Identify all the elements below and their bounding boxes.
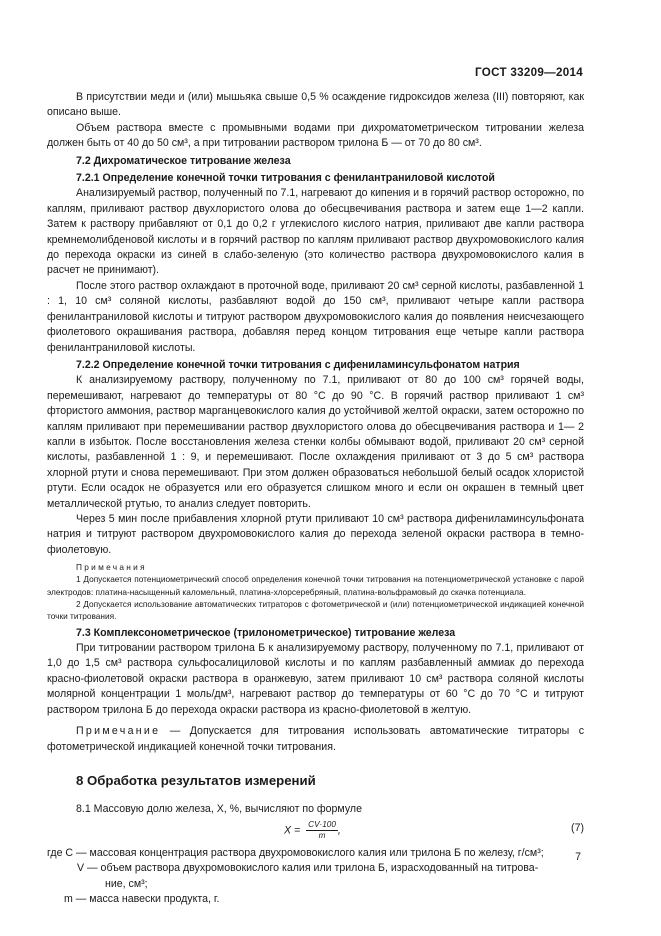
definition-v-continued: ние, см³; [105,877,148,890]
formula-fraction [306,820,338,841]
definition-m: m — масса навески продукта, г. [64,892,220,905]
paragraph-solution-volume: Объем раствора вместе с промывными водами при дихроматометрическом титровании железа должен быть от 40 до 50 см³, а при титровании раствором трилона Б — от 70 до 80 см³. [47,121,584,150]
section-7-3-note [47,724,584,755]
section-7-3-paragraph: При титровании раствором трилона Б к анализируемому раствору, полученному по 7.1, приливают от 1,0 до 1,5 см³ раствора сульфосалициловой кислоты и по каплям разбавленный аммиак до перехода красно-фиолетовой окраски раствора в оранжевую, затем приливают 10 см³ раствора соляной кислоты молярной концентрации 1 моль/дм³, нагревают раствор до температуры от 60 °С до 70 °С и титруют раствором трилона Б до перехода окраски раствора из красно-фиолетовой в желтую. [47,642,584,716]
section-7-2-title: 7.2 Дихроматическое титрование железа [76,154,291,167]
section-8-1-paragraph: 8.1 Массовую долю железа, X, %, вычисляют по формуле [76,803,362,816]
paragraph-copper-arsenic: В присутствии меди и (или) мышьяка свыше 0,5 % осаждение гидроксидов железа (III) повторяют, как описано выше. [47,91,584,119]
formula-numerator: CV·100 [308,819,336,829]
definition-v: V — объем раствора двухромовокислого калия или трилона Б, израсходованный на титрова- [77,862,539,875]
note-label: Примечание [76,725,161,738]
note-text: — Допускается для титрования использовать автоматические титраторы с фотометрической индикацией конечной точки титрования. [47,725,584,753]
definition-c: где C — массовая концентрация раствора двухромовокислого калия или трилона Б по железу, г/см³; [47,846,544,859]
page-number: 7 [575,851,581,863]
note-2: 2 Допускается использование автоматических титраторов с фотометрической и (или) потенциометрической индикацией конечной точки титрования. [47,599,584,622]
notes-block [47,561,584,622]
section-7-3-title: 7.3 Комплексонометрическое (трилонометрическое) титрование железа [76,626,456,639]
definitions [47,846,584,908]
page-content [47,90,584,907]
section-7-2-2-paragraph-1: К анализируемому раствору, полученному по 7.1, приливают от 80 до 100 см³ горячей воды, перемешивают, нагревают до температуры от 80 °С до 90 °С. В горячий раствор приливают 1 см³ фтористого аммония, раствор марганцевокислого калия до устойчивой желтой окраски, затем осторожно по каплям приливают при перемешивании раствор двухлористого олова до обесцвечивания раствора и 1— 2 капли в избыток. После восстановления железа стенки колбы обмывают водой, приливают 20 см³ серной кислоты, разбавленной 1 : 9, и перемешивают. После охлаждения приливают от 3 до 5 см³ раствора хлорной ртути и снова перемешивают. При этом должен образоваться небольшой белый осадок хлористой ртути. Если осадок не образуется или его образуется слишком много и если он окрашен в темный цвет металлической ртутью, то анализ следует повторить. [47,374,584,510]
section-7-2-1-title: 7.2.1 Определение конечной точки титрования с фенилантраниловой кислотой [76,172,495,185]
standard-header: ГОСТ 33209—2014 [475,66,583,79]
note-1: 1 Допускается потенциометрический способ определения конечной точки титрования на потенциометрической установке с парой электродов: платина-насыщенный каломельный, платина-хлорсеребряный, платина-вольфрамовый до скачка потенциала. [47,574,584,597]
formula-comma: , [337,824,341,837]
equation-number: (7) [571,821,584,834]
formula-row [47,820,584,846]
formula-denominator: m [318,830,326,840]
section-7-2-2-paragraph-2: Через 5 мин после прибавления хлорной ртути приливают 10 см³ раствора дифениламинсульфоната натрия и титруют раствором двухромовокислого калия до перехода зеленой окраски раствора в темно-фиолетовую. [47,512,584,556]
formula [284,820,341,841]
section-7-2-1-paragraph-1: Анализируемый раствор, полученный по 7.1, нагревают до кипения и в горячий раствор осторожно, по каплям, приливают раствор двухлористого олова до обесцвечивания раствора и затем еще 1—2 капли. Затем к раствору прибавляют от 0,1 до 0,2 г углекислого кислого натрия, приливают две капли раствора кремнемолибденовой кислоты и в горячий раствор по каплям приливают раствор двухромовокислого калия до перехода окраски из синей в слабо-зеленую (это количество раствора двухромовокислого калия в расчет не принимают). [47,187,584,277]
section-7-2-1-paragraph-2: После этого раствор охлаждают в проточной воде, приливают 20 см³ серной кислоты, разбавленной 1 : 1, 10 см³ соляной кислоты, разбавляют водой до 150 см³, приливают четыре капли раствора фенилантраниловой кислоты и титруют раствором двухромовокислого калия до появления неисчезающего фиолетового окрашивания раствора, добавляя перед концом титрования еще четыре капли раствора фенилантраниловой кислоты. [47,279,584,354]
formula-lhs: X = [284,824,301,837]
section-8-title: 8 Обработка результатов измерений [76,772,316,788]
notes-label: Примечания [76,562,147,573]
section-7-2-2-title: 7.2.2 Определение конечной точки титрования с дифениламинсульфонатом натрия [76,358,520,371]
